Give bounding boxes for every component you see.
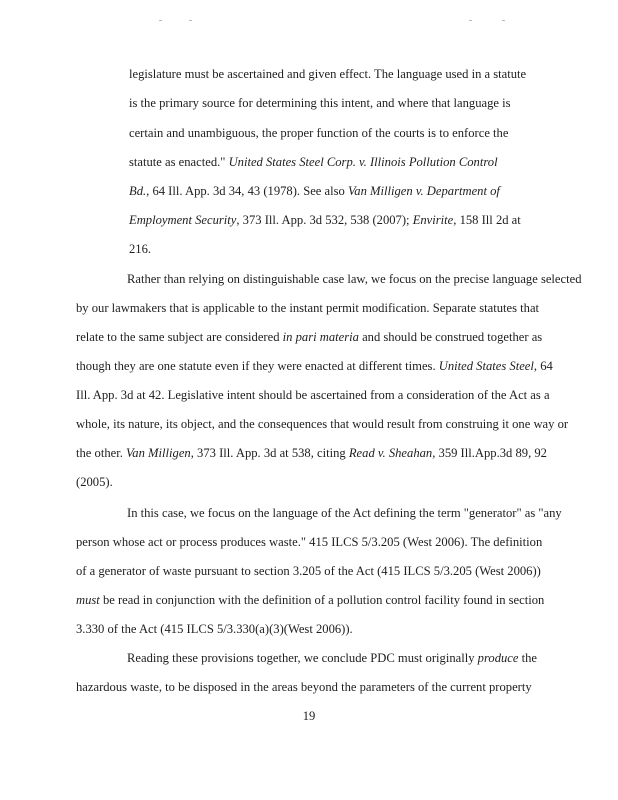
case-citation: Read v. Sheahan (348, 446, 433, 460)
page-number: 19 (302, 709, 316, 723)
text-line: 216. (129, 242, 152, 256)
case-citation: United States Steel (438, 359, 534, 373)
text-line: Rather than relying on distinguishable case law, we focus on the precise language selected (127, 272, 582, 286)
latin-term: in pari materia (282, 330, 359, 344)
case-citation: Van Milligen v. Department of (347, 184, 500, 198)
case-citation: United States Steel Corp. v. Illinois Pollution Control (228, 155, 498, 169)
text-line: In this case, we focus on the language of the Act defining the term "generator" as "any (127, 506, 562, 520)
text-line: though they are one statute even if they were enacted at different times. United States Steel, 64 (76, 359, 553, 373)
text-line: person whose act or process produces waste." 415 ILCS 5/3.205 (West 2006). The definition (76, 535, 543, 549)
text-line: Bd., 64 Ill. App. 3d 34, 43 (1978). See also Van Milligen v. Department of (129, 184, 500, 198)
text-line: Reading these provisions together, we conclude PDC must originally produce the (127, 651, 538, 665)
text-line: hazardous waste, to be disposed in the areas beyond the parameters of the current property (76, 680, 532, 694)
case-citation: Bd. (129, 184, 147, 198)
text-line: Ill. App. 3d at 42. Legislative intent should be ascertained from a consideration of the Act as a (76, 388, 550, 402)
emphasis: must (76, 593, 100, 607)
text-line: (2005). (76, 475, 113, 489)
emphasis: produce (477, 651, 519, 665)
text-line: whole, its nature, its object, and the consequences that would result from construing it one way or (76, 417, 569, 431)
case-citation: Employment Security (129, 213, 237, 227)
text-line: is the primary source for determining this intent, and where that language is (129, 96, 511, 110)
text-line: must be read in conjunction with the definition of a pollution control facility found in section (76, 593, 545, 607)
case-citation: Envirite (412, 213, 454, 227)
text-line: legislature must be ascertained and given effect. The language used in a statute (129, 67, 527, 81)
text-line: by our lawmakers that is applicable to the instant permit modification. Separate statutes that (76, 301, 540, 315)
text-line: statute as enacted." United States Steel Corp. v. Illinois Pollution Control (129, 155, 498, 169)
text-line: 3.330 of the Act (415 ILCS 5/3.330(a)(3)(West 2006)). (76, 622, 353, 636)
text-line: certain and unambiguous, the proper function of the courts is to enforce the (129, 126, 509, 140)
text-line: the other. Van Milligen, 373 Ill. App. 3d at 538, citing Read v. Sheahan, 359 Ill.App.3d 89, 92 (76, 446, 547, 460)
text-line: of a generator of waste pursuant to section 3.205 of the Act (415 ILCS 5/3.205 (West 2006)) (76, 564, 541, 578)
text-line: Employment Security, 373 Ill. App. 3d 532, 538 (2007); Envirite, 158 Ill 2d at (129, 213, 521, 227)
case-citation: Van Milligen (126, 446, 191, 460)
text-line: relate to the same subject are considered in pari materia and should be construed together as (76, 330, 543, 344)
